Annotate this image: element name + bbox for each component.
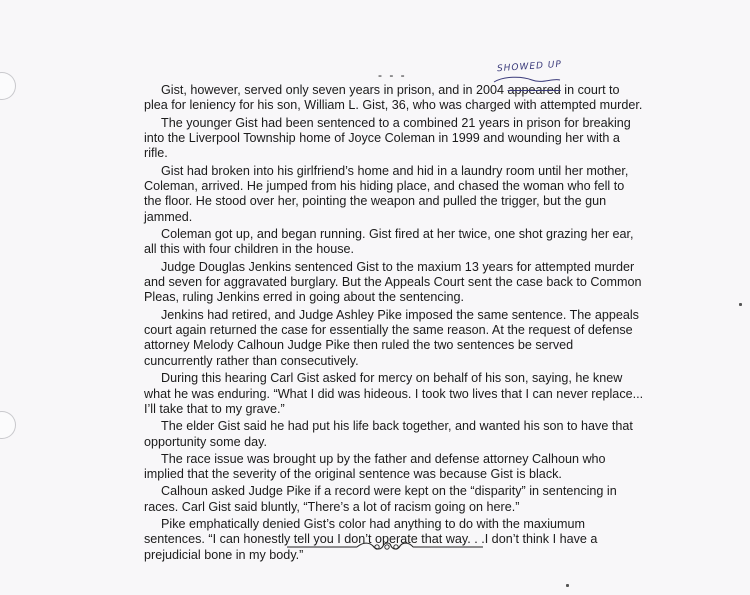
paragraph-8: The elder Gist said he had put his life back together, and wanted his son to have that opportunity some day. [144,419,633,449]
paragraph-3: Gist had broken into his girlfriend’s home and hid in a laundry room until her mother, Coleman, arrived. He jumped from his hiding place, and chased the woman who fell to the floor. He stood over her, pointing the weapon and pulled the trigger, but the gun jammed. [144,163,629,224]
handwritten-annotation: SHOWED UP [496,59,563,75]
scan-speck [739,303,742,306]
end-ornament-icon [287,536,483,556]
paragraph-7: During this hearing Carl Gist asked for mercy on behalf of his son, saying, he knew what he was enduring. “What I did was hideous. I took two lives that I can never replace... I’ll take that to my grave.” [144,371,644,416]
paragraph-1: Gist, however, served only seven years in prison, and in 2004 appeared in court to plea for leniency for his son, William L. Gist, 36, who was charged with attempted murder. [144,83,643,113]
scan-speck [566,584,569,587]
separator-dashes: - - - [378,68,407,82]
paragraph-6: Jenkins had retired, and Judge Ashley Pike imposed the same sentence. The appeals court again returned the case for essentially the same reason. At the request of defense attorney Melody Calhoun Judge Pike then ruled the two sentences be served cuncurrently rather than consecutively. [144,307,639,368]
struck-word: appeared [507,83,561,97]
punch-hole-bottom [0,411,16,439]
article-body [144,83,644,565]
paragraph-10: Calhoun asked Judge Pike if a record were kept on the “disparity” in sentencing in races. Carl Gist said bluntly, “There’s a lot of racism going on here.” [144,484,617,514]
punch-hole-top [0,72,16,100]
paragraph-2: The younger Gist had been sentenced to a combined 21 years in prison for breaking into the Liverpool Township home of Joyce Coleman in 1999 and wounding her with a rifle. [144,115,631,161]
paragraph-4: Coleman got up, and began running. Gist fired at her twice, one shot grazing her ear, all this with four children in the house. [144,227,634,257]
paragraph-11: Pike emphatically denied Gist’s color had anything to do with the maxiumum sentences. “I can honestly tell you I don’t operate that way. . .I don’t think I have a prejudicial bone in my body.” [144,516,598,562]
paragraph-9: The race issue was brought up by the father and defense attorney Calhoun who implied that the severity of the original sentence was because Gist is black. [144,451,606,482]
paragraph-5: Judge Douglas Jenkins sentenced Gist to the maxium 13 years for attempted murder and seven for aggravated burglary. But the Appeals Court sent the case back to Common Pleas, ruling Jenkins erred in going about the sentencing. [144,259,642,305]
